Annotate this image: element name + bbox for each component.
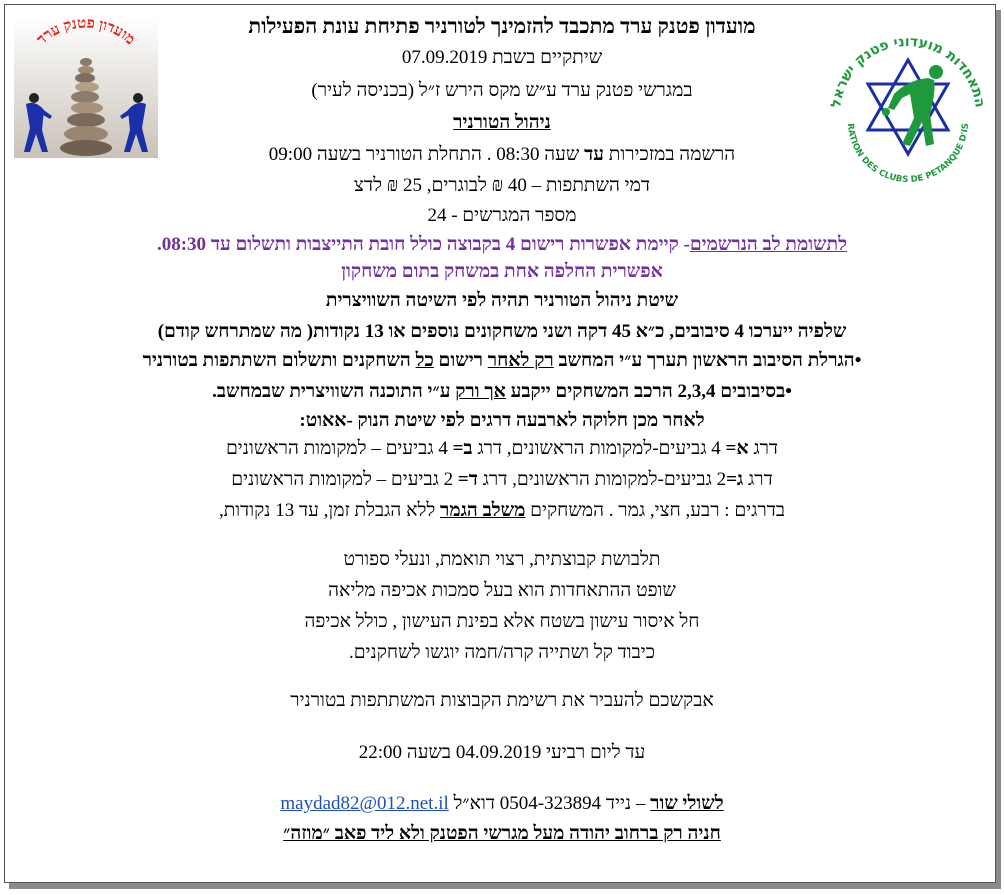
first-round-draw-line: •הגרלת הסיבוב הראשון תערך ע״י המחשב רק לאחר רישום כל השחקנים ותשלום השתתפות בטורניר	[142, 350, 862, 371]
knockout-line: לאחר מכן חלוקה לארבעה דרגים לפי שיטת הנוק -אאוט:	[299, 410, 705, 431]
courts-count-line: מספר המגרשים - 24	[427, 205, 577, 226]
fees-line: דמי השתתפות – 40 ₪ לבוגרים, 25 ₪ לדצ	[353, 175, 651, 196]
tier-cd-line: דרג ג=2 גביעים-למקומות הראשונים, דרג ד= 2 גביעים – למקומות הראשונים	[231, 469, 773, 490]
contact-line	[0, 792, 1004, 816]
svg-text:מועדון פטנק ערד: מועדון פטנק ערד	[34, 18, 138, 49]
invitation-heading: מועדון פטנק ערד מתכבד להזמינך לטורניר פתיחת עונת הפעילות	[248, 14, 756, 38]
tournament-management-title: ניהול הטורניר	[453, 112, 551, 133]
tier-ab-line: דרג א= 4 גביעים-למקומות הראשונים, דרג ב= 4 גביעים – למקומות הראשונים	[225, 438, 779, 459]
smoking-line: חל איסור עישון בשטח אלא בפינת העישון , כולל אכיפה	[304, 611, 700, 632]
event-date-line: שיתקיים בשבת 07.09.2019	[401, 47, 603, 68]
contact-phone: – נייד 0504-323894 דוא״ל	[448, 793, 651, 814]
parking-line: חניה רק ברחוב יהודה מעל מגרשי הפטנק ולא ליד פאב ״מוזה״	[283, 823, 721, 844]
venue-line: במגרשי פטנק ערד ע״ש מקס הירש ז״ל (בכניסה לעיר)	[311, 80, 693, 101]
dress-code-line: תלבושת קבוצתית, רצוי תואמת, ונעלי ספורט	[343, 549, 661, 570]
rounds-234-line: •בסיבובים 2,3,4 הרכב המשחקים ייקבע אך ורק ע״י התוכנה השוויצרית שבמחשב.	[212, 381, 792, 402]
substitution-line: אפשרית החלפה אחת במשחק בתום משחקון	[341, 261, 663, 282]
registration-line: הרשמה במזכירות עד שעה 08:30 . התחלת הטורניר בשעה 09:00	[268, 144, 736, 165]
contact-name: לשולי שור	[650, 793, 724, 814]
deadline-line: עד ליום רביעי 04.09.2019 בשעה 22:00	[358, 742, 646, 763]
refreshments-line: כיבוד קל ושתייה קרה/חמה יוגשו לשחקנים.	[348, 642, 656, 663]
svg-text:התאחדות מועדוני פטנק ישראל: התאחדות מועדוני פטנק ישראל	[828, 33, 988, 109]
submit-teams-line: אבקשכם להעביר את רשימת הקבוצות המשתתפות בטורניר	[290, 690, 714, 711]
email-link[interactable]: maydad82@012.net.il	[280, 793, 449, 814]
referee-line: שופט ההתאחדות הוא בעל סמכות אכיפה מליאה	[328, 580, 676, 601]
registrants-notice: לתשומת לב הנרשמים- קיימת אפשרות רישום 4 בקבוצה כולל חובת התייצבות ותשלום עד 08:30.	[156, 234, 847, 255]
rounds-line: שלפיה ייערכו 4 סיבובים, כ״א 45 דקה ושני משחקונים נוספים או 13 נקודות( מה שמתרחש קודם)	[157, 321, 847, 342]
svg-text:FEDERATION DES CLUBS DE PETANQ: RATION DES CLUBS DE PETANQUE D'IS	[844, 122, 972, 186]
swiss-system-line: שיטת ניהול הטורניר תהיה לפי השיטה השוויצרית	[325, 290, 679, 311]
tiers-stages-line: בדרגים : רבע, חצי, גמר . המשחקים משלב הגמר ללא הגבלת זמן, עד 13 נקודות,	[218, 500, 786, 521]
